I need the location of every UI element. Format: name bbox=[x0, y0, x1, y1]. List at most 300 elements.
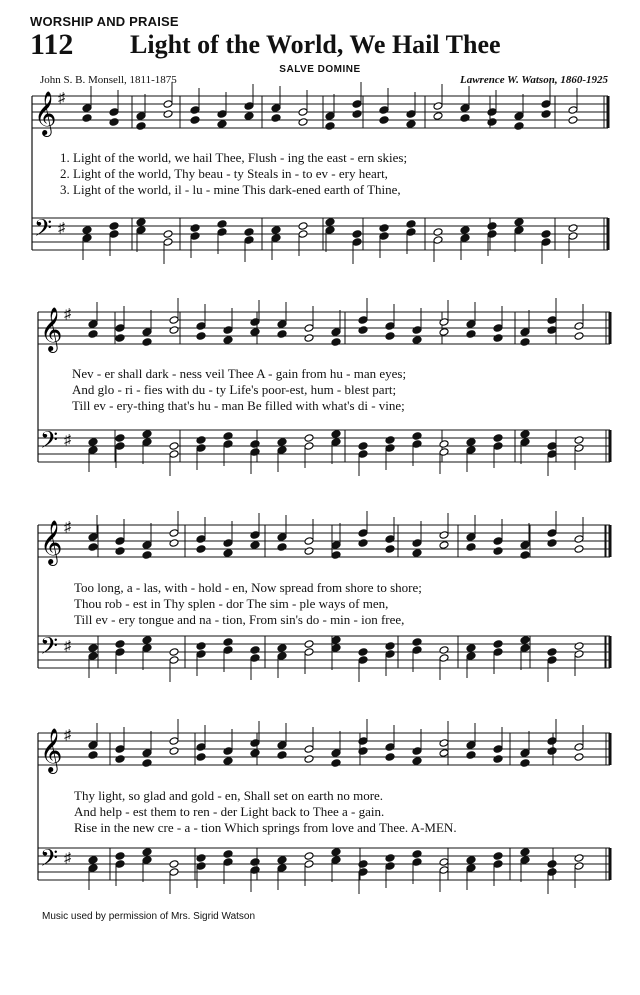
note-head bbox=[358, 656, 368, 665]
note-head bbox=[223, 646, 233, 655]
note-head bbox=[385, 753, 395, 762]
note-head bbox=[142, 848, 152, 857]
note-head bbox=[331, 848, 341, 857]
note-head bbox=[331, 338, 341, 347]
note-head bbox=[325, 112, 335, 121]
note-head bbox=[406, 110, 416, 119]
note-head bbox=[217, 120, 227, 129]
note-head bbox=[223, 326, 233, 335]
note-head bbox=[142, 636, 152, 645]
treble-clef: 𝄞 bbox=[34, 91, 57, 135]
note-head bbox=[142, 438, 152, 447]
note-head bbox=[541, 238, 551, 247]
note-head bbox=[493, 745, 503, 754]
note-head bbox=[439, 858, 449, 867]
note-head bbox=[487, 230, 497, 239]
note-head bbox=[547, 539, 557, 548]
note-head bbox=[142, 749, 152, 758]
sharp-sign: ♯ bbox=[58, 221, 65, 236]
note-head bbox=[217, 110, 227, 119]
note-head bbox=[547, 442, 557, 451]
note-head bbox=[277, 864, 287, 873]
note-head bbox=[385, 642, 395, 651]
bass-clef: 𝄢 bbox=[34, 214, 53, 247]
note-head bbox=[82, 104, 92, 113]
note-head bbox=[466, 644, 476, 653]
note-head bbox=[493, 755, 503, 764]
sharp-sign: ♯ bbox=[64, 728, 71, 743]
note-head bbox=[142, 551, 152, 560]
note-head bbox=[493, 648, 503, 657]
note-head bbox=[244, 228, 254, 237]
note-head bbox=[493, 434, 503, 443]
note-head bbox=[547, 737, 557, 746]
note-head bbox=[250, 318, 260, 327]
note-head bbox=[385, 743, 395, 752]
note-head bbox=[277, 533, 287, 542]
note-head bbox=[196, 854, 206, 863]
note-head bbox=[352, 110, 362, 119]
note-head bbox=[223, 549, 233, 558]
note-head bbox=[250, 541, 260, 550]
note-head bbox=[88, 751, 98, 760]
sharp-sign: ♯ bbox=[64, 307, 71, 322]
note-head bbox=[352, 238, 362, 247]
note-head bbox=[460, 104, 470, 113]
note-head bbox=[115, 442, 125, 451]
note-head bbox=[412, 638, 422, 647]
note-head bbox=[115, 434, 125, 443]
sharp-sign: ♯ bbox=[64, 851, 71, 866]
note-head bbox=[547, 326, 557, 335]
note-head bbox=[142, 430, 152, 439]
note-head bbox=[136, 226, 146, 235]
note-head bbox=[109, 118, 119, 127]
note-head bbox=[574, 650, 584, 659]
note-head bbox=[541, 230, 551, 239]
note-head bbox=[433, 112, 443, 121]
note-head bbox=[487, 108, 497, 117]
note-head bbox=[466, 856, 476, 865]
note-head bbox=[271, 226, 281, 235]
lyric-line: 2. Light of the world, Thy beau - ty Steals in - to ev - ery heart, bbox=[60, 166, 388, 181]
note-head bbox=[493, 324, 503, 333]
note-head bbox=[196, 862, 206, 871]
note-head bbox=[466, 438, 476, 447]
note-head bbox=[169, 648, 179, 657]
note-head bbox=[82, 234, 92, 243]
note-head bbox=[385, 535, 395, 544]
note-head bbox=[412, 757, 422, 766]
note-head bbox=[331, 749, 341, 758]
note-head bbox=[493, 334, 503, 343]
note-head bbox=[115, 547, 125, 556]
note-head bbox=[547, 860, 557, 869]
note-head bbox=[304, 537, 314, 546]
note-head bbox=[379, 106, 389, 115]
note-head bbox=[331, 644, 341, 653]
note-head bbox=[142, 759, 152, 768]
note-head bbox=[109, 222, 119, 231]
sharp-sign: ♯ bbox=[58, 91, 65, 106]
note-head bbox=[88, 741, 98, 750]
note-head bbox=[493, 640, 503, 649]
note-head bbox=[115, 860, 125, 869]
note-head bbox=[196, 436, 206, 445]
note-head bbox=[169, 868, 179, 877]
note-head bbox=[547, 656, 557, 665]
note-head bbox=[250, 749, 260, 758]
note-head bbox=[223, 539, 233, 548]
tune-name: SALVE DOMINE bbox=[279, 64, 361, 75]
note-head bbox=[466, 330, 476, 339]
hymn-title: Light of the World, We Hail Thee bbox=[130, 30, 501, 59]
composer-credit: Lawrence W. Watson, 1860-1925 bbox=[459, 74, 608, 86]
note-head bbox=[358, 529, 368, 538]
permission-note: Music used by permission of Mrs. Sigrid Watson bbox=[42, 911, 256, 922]
note-head bbox=[190, 116, 200, 125]
note-head bbox=[304, 745, 314, 754]
note-head bbox=[520, 328, 530, 337]
note-head bbox=[169, 737, 179, 746]
note-head bbox=[574, 332, 584, 341]
treble-clef: 𝄞 bbox=[40, 520, 63, 564]
lyric-line: 3. Light of the world, il - lu - mine This dark-ened earth of Thine, bbox=[60, 182, 401, 197]
note-head bbox=[574, 545, 584, 554]
note-head bbox=[547, 450, 557, 459]
note-head bbox=[385, 862, 395, 871]
note-head bbox=[115, 755, 125, 764]
note-head bbox=[88, 864, 98, 873]
note-head bbox=[277, 856, 287, 865]
note-head bbox=[574, 436, 584, 445]
note-head bbox=[304, 547, 314, 556]
note-head bbox=[109, 108, 119, 117]
note-head bbox=[250, 448, 260, 457]
note-head bbox=[88, 320, 98, 329]
lyric-line: Rise in the new cre - a - tion Which springs from love and Thee. A-MEN. bbox=[74, 820, 457, 835]
note-head bbox=[412, 549, 422, 558]
note-head bbox=[169, 326, 179, 335]
note-head bbox=[385, 444, 395, 453]
note-head bbox=[271, 104, 281, 113]
note-head bbox=[385, 545, 395, 554]
note-head bbox=[574, 535, 584, 544]
note-head bbox=[547, 316, 557, 325]
note-head bbox=[196, 642, 206, 651]
note-head bbox=[142, 644, 152, 653]
note-head bbox=[547, 529, 557, 538]
note-head bbox=[460, 226, 470, 235]
note-head bbox=[358, 450, 368, 459]
note-head bbox=[115, 640, 125, 649]
note-head bbox=[142, 541, 152, 550]
note-head bbox=[466, 741, 476, 750]
note-head bbox=[514, 122, 524, 131]
note-head bbox=[385, 436, 395, 445]
note-head bbox=[169, 316, 179, 325]
note-head bbox=[82, 114, 92, 123]
note-head bbox=[304, 442, 314, 451]
note-head bbox=[109, 230, 119, 239]
note-head bbox=[385, 854, 395, 863]
note-head bbox=[163, 238, 173, 247]
note-head bbox=[520, 636, 530, 645]
note-head bbox=[568, 116, 578, 125]
note-head bbox=[412, 646, 422, 655]
note-head bbox=[412, 432, 422, 441]
sharp-sign: ♯ bbox=[64, 639, 71, 654]
note-head bbox=[163, 100, 173, 109]
note-head bbox=[250, 531, 260, 540]
note-head bbox=[547, 648, 557, 657]
note-head bbox=[466, 543, 476, 552]
note-head bbox=[331, 759, 341, 768]
note-head bbox=[493, 852, 503, 861]
note-head bbox=[190, 224, 200, 233]
note-head bbox=[250, 866, 260, 875]
note-head bbox=[520, 430, 530, 439]
lyric-line: Nev - er shall dark - ness veil Thee A - gain from hu - man eyes; bbox=[72, 366, 407, 381]
note-head bbox=[331, 551, 341, 560]
note-head bbox=[466, 320, 476, 329]
note-head bbox=[385, 332, 395, 341]
note-head bbox=[223, 638, 233, 647]
note-head bbox=[271, 114, 281, 123]
bass-clef: 𝄢 bbox=[40, 426, 59, 459]
note-head bbox=[271, 234, 281, 243]
note-head bbox=[514, 112, 524, 121]
note-head bbox=[169, 529, 179, 538]
note-head bbox=[568, 106, 578, 115]
note-head bbox=[466, 751, 476, 760]
note-head bbox=[88, 330, 98, 339]
note-head bbox=[493, 442, 503, 451]
note-head bbox=[547, 747, 557, 756]
note-head bbox=[439, 448, 449, 457]
note-head bbox=[196, 444, 206, 453]
note-head bbox=[196, 545, 206, 554]
note-head bbox=[115, 537, 125, 546]
note-head bbox=[136, 122, 146, 131]
note-head bbox=[325, 122, 335, 131]
treble-clef: 𝄞 bbox=[40, 728, 63, 772]
note-head bbox=[163, 230, 173, 239]
note-head bbox=[115, 648, 125, 657]
note-head bbox=[433, 102, 443, 111]
bass-clef: 𝄢 bbox=[40, 632, 59, 665]
note-head bbox=[493, 537, 503, 546]
note-head bbox=[439, 318, 449, 327]
note-head bbox=[574, 322, 584, 331]
note-head bbox=[244, 102, 254, 111]
note-head bbox=[304, 434, 314, 443]
section-heading: WORSHIP AND PRAISE bbox=[30, 14, 179, 29]
note-head bbox=[574, 743, 584, 752]
note-head bbox=[439, 866, 449, 875]
note-head bbox=[250, 654, 260, 663]
note-head bbox=[466, 864, 476, 873]
note-head bbox=[169, 860, 179, 869]
note-head bbox=[433, 228, 443, 237]
note-head bbox=[568, 232, 578, 241]
note-head bbox=[250, 328, 260, 337]
note-head bbox=[466, 533, 476, 542]
note-head bbox=[304, 648, 314, 657]
note-head bbox=[358, 442, 368, 451]
note-head bbox=[250, 440, 260, 449]
note-head bbox=[115, 324, 125, 333]
note-head bbox=[298, 222, 308, 231]
note-head bbox=[250, 858, 260, 867]
note-head bbox=[379, 224, 389, 233]
note-head bbox=[439, 654, 449, 663]
note-head bbox=[88, 856, 98, 865]
note-head bbox=[136, 112, 146, 121]
note-head bbox=[520, 438, 530, 447]
note-head bbox=[277, 330, 287, 339]
note-head bbox=[223, 440, 233, 449]
note-head bbox=[169, 656, 179, 665]
note-head bbox=[277, 446, 287, 455]
note-head bbox=[439, 739, 449, 748]
note-head bbox=[520, 551, 530, 560]
note-head bbox=[412, 440, 422, 449]
note-head bbox=[298, 118, 308, 127]
note-head bbox=[439, 440, 449, 449]
note-head bbox=[277, 644, 287, 653]
note-head bbox=[217, 228, 227, 237]
note-head bbox=[331, 438, 341, 447]
lyric-line: And glo - ri - fies with du - ty Life's poor-est, hum - blest part; bbox=[72, 382, 397, 397]
note-head bbox=[514, 218, 524, 227]
note-head bbox=[439, 541, 449, 550]
note-head bbox=[520, 338, 530, 347]
note-head bbox=[460, 234, 470, 243]
note-head bbox=[196, 753, 206, 762]
note-head bbox=[331, 328, 341, 337]
note-head bbox=[304, 640, 314, 649]
note-head bbox=[325, 218, 335, 227]
note-head bbox=[88, 543, 98, 552]
note-head bbox=[277, 438, 287, 447]
note-head bbox=[379, 116, 389, 125]
note-head bbox=[358, 648, 368, 657]
note-head bbox=[358, 316, 368, 325]
note-head bbox=[487, 222, 497, 231]
lyric-line: Thou rob - est in Thy splen - dor The sim - ple ways of men, bbox=[74, 596, 389, 611]
sharp-sign: ♯ bbox=[64, 433, 71, 448]
note-head bbox=[244, 112, 254, 121]
note-head bbox=[196, 535, 206, 544]
note-head bbox=[277, 543, 287, 552]
note-head bbox=[412, 539, 422, 548]
note-head bbox=[520, 541, 530, 550]
note-head bbox=[196, 332, 206, 341]
note-head bbox=[574, 642, 584, 651]
note-head bbox=[223, 858, 233, 867]
note-head bbox=[250, 739, 260, 748]
note-head bbox=[217, 220, 227, 229]
lyric-line: And help - est them to ren - der Light back to Thee a - gain. bbox=[74, 804, 385, 819]
note-head bbox=[223, 850, 233, 859]
note-head bbox=[298, 230, 308, 239]
note-head bbox=[277, 320, 287, 329]
note-head bbox=[439, 531, 449, 540]
note-head bbox=[466, 446, 476, 455]
note-head bbox=[277, 652, 287, 661]
note-head bbox=[223, 747, 233, 756]
bass-clef: 𝄢 bbox=[40, 844, 59, 877]
note-head bbox=[304, 334, 314, 343]
note-head bbox=[277, 751, 287, 760]
note-head bbox=[520, 749, 530, 758]
note-head bbox=[574, 444, 584, 453]
note-head bbox=[196, 322, 206, 331]
note-head bbox=[169, 539, 179, 548]
note-head bbox=[460, 114, 470, 123]
note-head bbox=[541, 110, 551, 119]
note-head bbox=[88, 644, 98, 653]
note-head bbox=[439, 646, 449, 655]
note-head bbox=[169, 747, 179, 756]
note-head bbox=[223, 336, 233, 345]
note-head bbox=[541, 100, 551, 109]
note-head bbox=[142, 856, 152, 865]
note-head bbox=[520, 848, 530, 857]
note-head bbox=[136, 218, 146, 227]
note-head bbox=[520, 759, 530, 768]
note-head bbox=[244, 236, 254, 245]
note-head bbox=[142, 338, 152, 347]
note-head bbox=[88, 652, 98, 661]
note-head bbox=[406, 220, 416, 229]
note-head bbox=[412, 850, 422, 859]
note-head bbox=[547, 868, 557, 877]
note-head bbox=[88, 438, 98, 447]
sharp-sign: ♯ bbox=[64, 520, 71, 535]
note-head bbox=[439, 328, 449, 337]
note-head bbox=[385, 650, 395, 659]
treble-clef: 𝄞 bbox=[40, 307, 63, 351]
note-head bbox=[352, 230, 362, 239]
note-head bbox=[190, 232, 200, 241]
note-head bbox=[304, 755, 314, 764]
note-head bbox=[385, 322, 395, 331]
author-credit: John S. B. Monsell, 1811-1875 bbox=[40, 74, 177, 86]
note-head bbox=[250, 646, 260, 655]
note-head bbox=[358, 539, 368, 548]
note-head bbox=[331, 430, 341, 439]
note-head bbox=[412, 747, 422, 756]
note-head bbox=[331, 636, 341, 645]
lyric-line: 1. Light of the world, we hail Thee, Flush - ing the east - ern skies; bbox=[60, 150, 408, 165]
lyric-line: Till ev - ery-thing that's hu - man Be filled with what's di - vine; bbox=[72, 398, 405, 413]
note-head bbox=[574, 753, 584, 762]
note-head bbox=[82, 226, 92, 235]
note-head bbox=[520, 856, 530, 865]
note-head bbox=[487, 118, 497, 127]
note-head bbox=[352, 100, 362, 109]
note-head bbox=[169, 442, 179, 451]
hymn-number: 112 bbox=[30, 28, 74, 61]
note-head bbox=[412, 336, 422, 345]
note-head bbox=[88, 533, 98, 542]
note-head bbox=[439, 749, 449, 758]
note-head bbox=[196, 650, 206, 659]
lyric-line: Till ev - ery tongue and na - tion, From sin's do - min - ion free, bbox=[74, 612, 405, 627]
note-head bbox=[412, 326, 422, 335]
